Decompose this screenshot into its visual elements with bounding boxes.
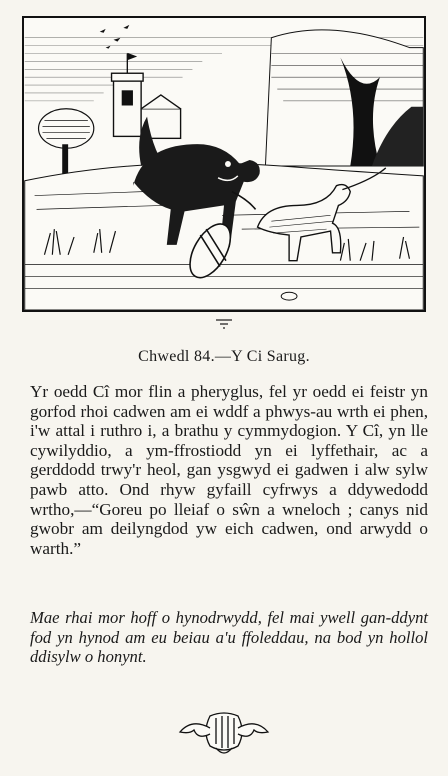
separator-mark	[214, 318, 234, 332]
birds	[100, 25, 130, 49]
woodcut-illustration	[24, 18, 424, 310]
fable-moral: Mae rhai mor hoff o hynodrwydd, fel mai ywell gan-ddynt fod yn hynod am eu beiau a'u ffoleddau, na bod yn hollol ddisylw o honynt.	[30, 608, 428, 667]
tailpiece-ornament	[176, 708, 272, 758]
left-tree	[39, 109, 94, 174]
fable-illustration	[22, 16, 426, 312]
right-tree	[265, 30, 423, 166]
fable-title: Chwedl 84.—Y Ci Sarug.	[138, 348, 310, 365]
fable-body: Yr oedd Cî mor flin a pheryglus, fel yr oedd ei feistr yn gorfod rhoi cadwen am ei wddf a phwys-au wrth ei phen, i'w attal i ruthro i, a brathu y cymmydogion. Y Cî, yn lle cywilyddio, a ym-ffrostiodd yn ei lyffethair, ac a gerddodd trwy'r heol, gan ysgwyd ei gadwen i alw sylw pawb atto. Ond rhyw gyfaill cyfrwys a ddywedodd wrtho,—“Goreu po lleiaf o sŵn a wneloch ; canys nid gwobr am deilyngdod yw eich cadwen, ond arwydd o warth.”	[30, 382, 428, 558]
